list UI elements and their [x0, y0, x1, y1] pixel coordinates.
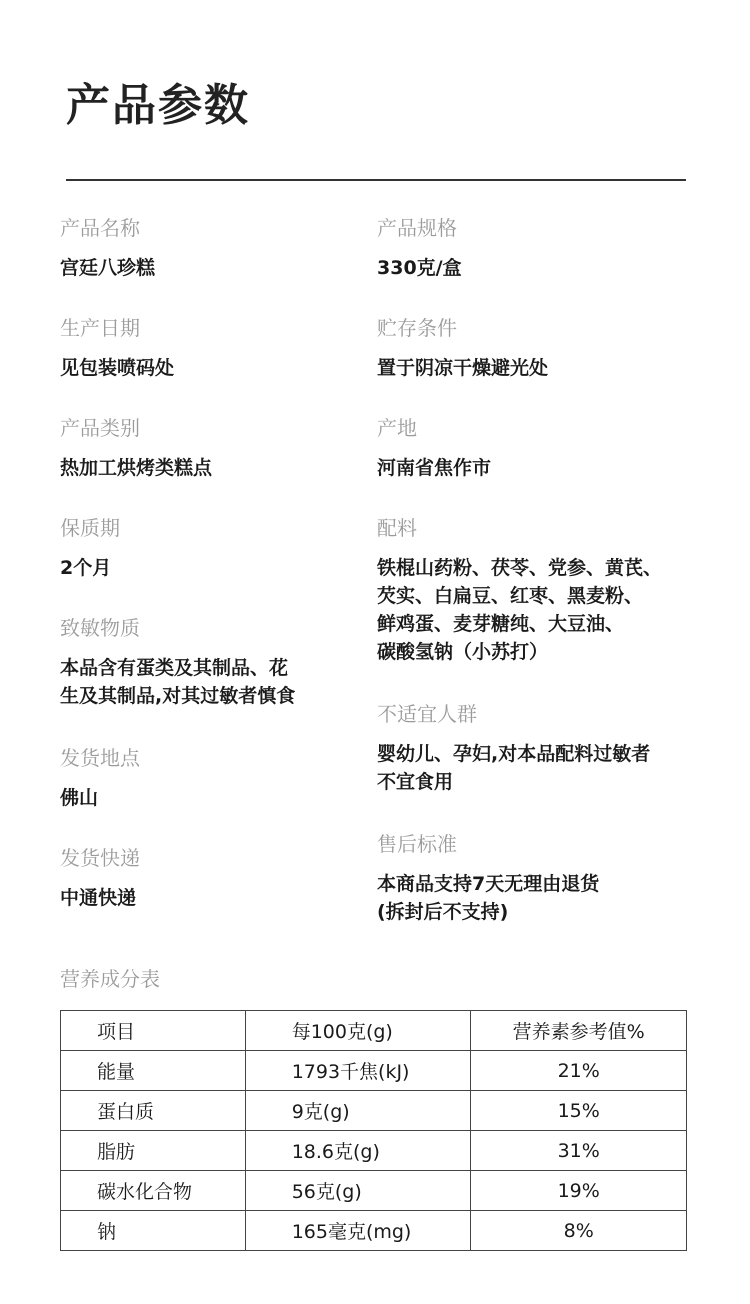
- field-label: 产地: [377, 416, 417, 440]
- cell-amount: 165毫克(mg): [245, 1211, 471, 1251]
- value-line: (拆封后不支持): [377, 901, 509, 923]
- value-line: 本商品支持7天无理由退货: [377, 873, 600, 895]
- table-row: [61, 1171, 687, 1211]
- field-value: [377, 870, 707, 926]
- field-value: 佛山: [60, 787, 99, 809]
- field-label: 生产日期: [60, 316, 140, 340]
- cell-item: 能量: [61, 1051, 246, 1091]
- field-product-category: [60, 414, 360, 514]
- field-production-date: [60, 314, 360, 414]
- cell-item: 脂肪: [61, 1131, 246, 1171]
- field-shelf-life: [60, 514, 360, 614]
- cell-amount: 1793千焦(kJ): [245, 1051, 471, 1091]
- nutrition-heading: 营养成分表: [60, 967, 160, 991]
- field-value: 热加工烘烤类糕点: [60, 457, 213, 479]
- field-value: [60, 654, 360, 710]
- field-ingredients: [377, 514, 707, 700]
- table-row: [61, 1211, 687, 1251]
- table-header-row: [61, 1011, 687, 1051]
- field-value: 河南省焦作市: [377, 457, 492, 479]
- title-divider: [66, 179, 686, 181]
- field-label: 产品类别: [60, 416, 140, 440]
- field-label: 产品规格: [377, 216, 457, 240]
- field-label: 贮存条件: [377, 316, 457, 340]
- table-row: [61, 1131, 687, 1171]
- page-title: 产品参数: [66, 80, 250, 131]
- field-value: 宫廷八珍糕: [60, 257, 156, 279]
- field-storage: [377, 314, 707, 414]
- field-ship-from: [60, 744, 360, 844]
- field-value: 330克/盒: [377, 257, 462, 279]
- cell-nrv: 15%: [471, 1091, 687, 1131]
- value-line: 鲜鸡蛋、麦芽糖纯、大豆油、: [377, 613, 625, 635]
- field-label: 保质期: [60, 516, 120, 540]
- field-value: 2个月: [60, 557, 112, 579]
- header-nrv: 营养素参考值%: [471, 1011, 687, 1051]
- header-per-100g: 每100克(g): [245, 1011, 471, 1051]
- cell-item: 蛋白质: [61, 1091, 246, 1131]
- cell-nrv: 21%: [471, 1051, 687, 1091]
- field-allergens: [60, 614, 360, 744]
- cell-nrv: 31%: [471, 1131, 687, 1171]
- field-value: 见包装喷码处: [60, 357, 175, 379]
- cell-item: 碳水化合物: [61, 1171, 246, 1211]
- value-line: 婴幼儿、孕妇,对本品配料过敏者: [377, 743, 651, 765]
- field-label: 发货地点: [60, 746, 140, 770]
- value-line: 芡实、白扁豆、红枣、黑麦粉、: [377, 585, 644, 607]
- value-line: 不宜食用: [377, 771, 454, 793]
- field-product-name: [60, 214, 360, 314]
- field-value: [377, 740, 707, 796]
- field-not-suitable: [377, 700, 707, 830]
- field-label: 配料: [377, 516, 417, 540]
- field-specification: [377, 214, 707, 314]
- table-row: [61, 1051, 687, 1091]
- field-courier: [60, 844, 360, 944]
- field-label: 发货快递: [60, 846, 140, 870]
- field-label: 产品名称: [60, 216, 140, 240]
- cell-nrv: 8%: [471, 1211, 687, 1251]
- cell-amount: 18.6克(g): [245, 1131, 471, 1171]
- field-value: 中通快递: [60, 887, 137, 909]
- field-value: 置于阴凉干燥避光处: [377, 357, 549, 379]
- cell-amount: 9克(g): [245, 1091, 471, 1131]
- cell-amount: 56克(g): [245, 1171, 471, 1211]
- cell-item: 钠: [61, 1211, 246, 1251]
- value-line: 本品含有蛋类及其制品、花: [60, 657, 289, 679]
- value-line: 生及其制品,对其过敏者慎食: [60, 685, 296, 707]
- field-after-sales: [377, 830, 707, 930]
- field-origin: [377, 414, 707, 514]
- field-value: [377, 554, 707, 666]
- nutrition-table: [60, 1010, 687, 1251]
- cell-nrv: 19%: [471, 1171, 687, 1211]
- field-label: 致敏物质: [60, 616, 140, 640]
- params-left-column: [60, 214, 360, 944]
- params-right-column: [377, 214, 707, 930]
- table-row: [61, 1091, 687, 1131]
- value-line: 铁棍山药粉、茯苓、党参、黄芪、: [377, 557, 663, 579]
- field-label: 售后标准: [377, 832, 457, 856]
- field-label: 不适宜人群: [377, 702, 477, 726]
- header-item: 项目: [61, 1011, 246, 1051]
- value-line: 碳酸氢钠（小苏打）: [377, 641, 549, 663]
